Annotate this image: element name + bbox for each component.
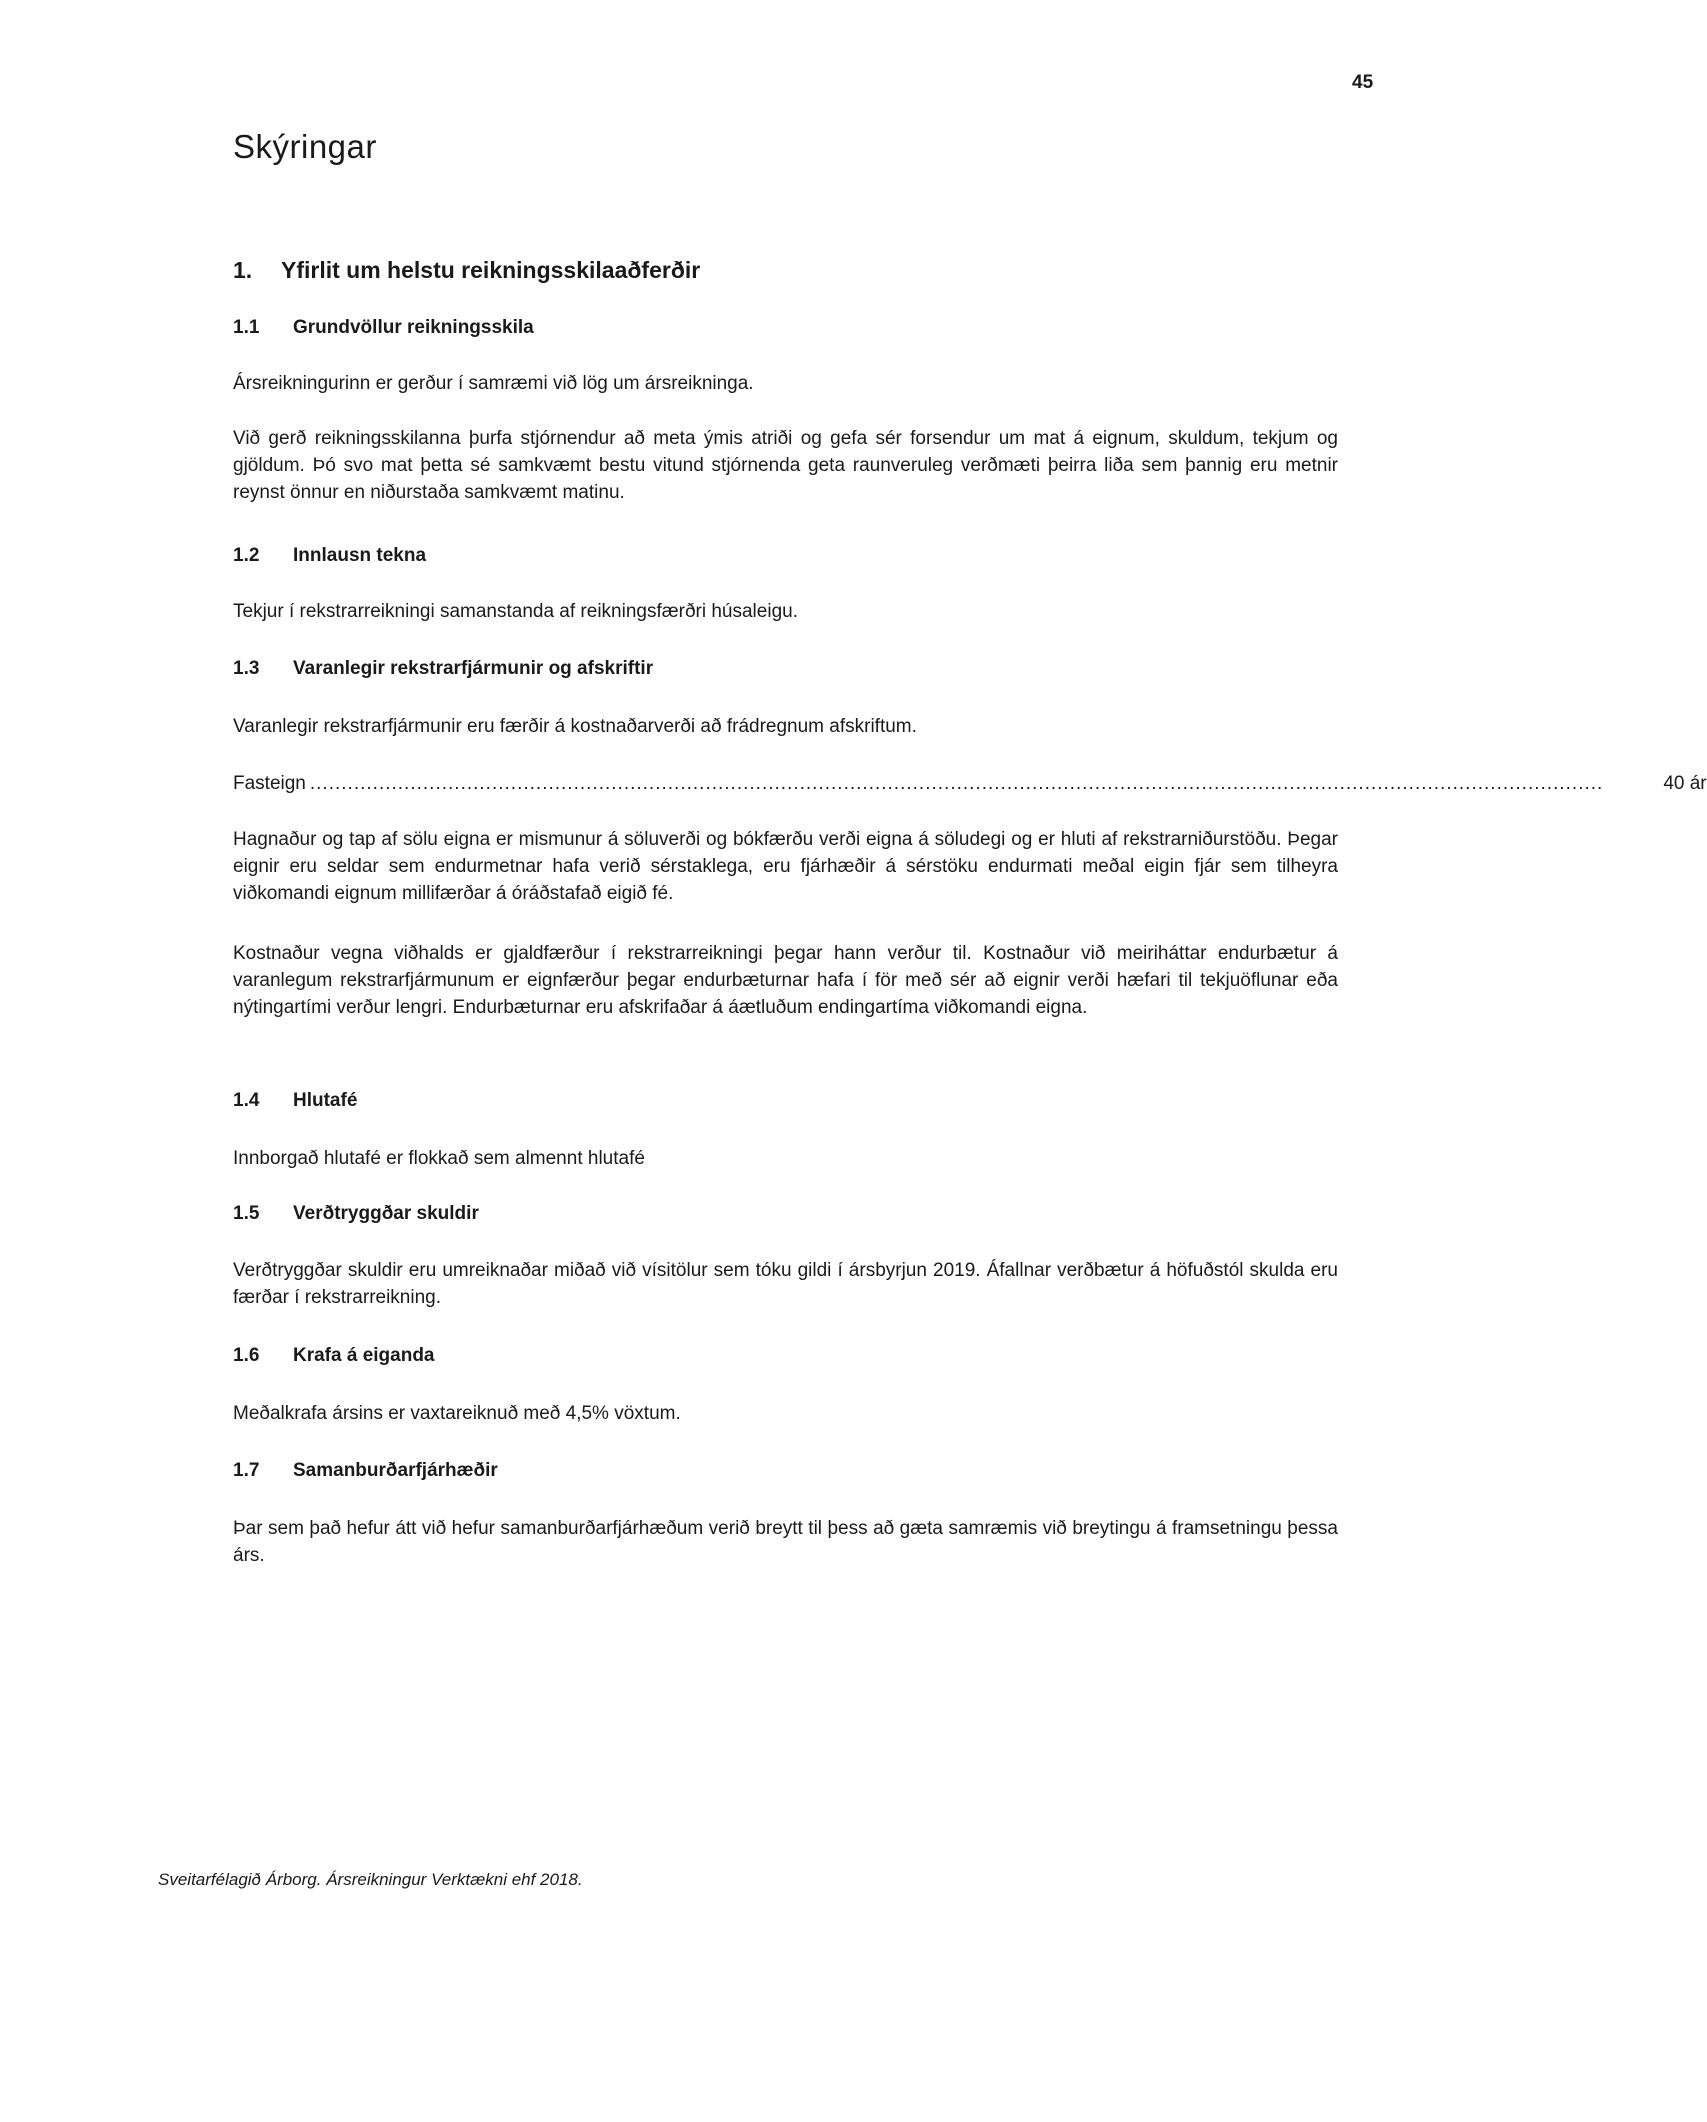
- subsection-title: Innlausn tekna: [293, 545, 427, 566]
- subsection-title: Verðtryggðar skuldir: [293, 1203, 479, 1224]
- subsection-heading-1-6: [233, 1345, 435, 1367]
- paragraph: Tekjur í rekstrarreikningi samanstanda af reikningsfærðri húsaleigu.: [233, 601, 798, 622]
- paragraph: Innborgað hlutafé er flokkað sem almennt hlutafé: [233, 1148, 645, 1169]
- subsection-heading-1-1: [233, 317, 534, 339]
- subsection-number: 1.5: [233, 1203, 260, 1224]
- section-title: Yfirlit um helstu reikningsskilaaðferðir: [281, 257, 701, 283]
- paragraph: Ársreikningurinn er gerður í samræmi við lög um ársreikninga.: [233, 373, 754, 394]
- dot-leader: ..............................................................................................................................................................................................................: [309, 773, 1604, 794]
- subsection-number: 1.3: [233, 658, 260, 679]
- subsection-number: 1.2: [233, 545, 260, 566]
- subsection-title: Grundvöllur reikningsskila: [293, 317, 534, 338]
- subsection-heading-1-4: [233, 1090, 357, 1112]
- paragraph: Hagnaður og tap af sölu eigna er mismunur á söluverði og bókfærðu verði eigna á söludegi og er hluti af rekstrarniðurstöðu. Þegar eignir eru seldar sem endurmetnar hafa verið sérstaklega, eru fjárhæðir á sérstöku endurmati meðal eigin fjár sem tilheyra viðkomandi eignum millifærðar á óráðstafað eigið fé.: [233, 829, 1338, 904]
- section-number: 1.: [233, 257, 253, 283]
- footer-text: Sveitarfélagið Árborg. Ársreikningur Verktækni ehf 2018.: [158, 1870, 583, 1889]
- subsection-heading-1-3: [233, 658, 653, 680]
- subsection-heading-1-2: [233, 545, 426, 567]
- subsection-title: Krafa á eiganda: [293, 1345, 435, 1366]
- paragraph: Við gerð reikningsskilanna þurfa stjórnendur að meta ýmis atriði og gefa sér forsendur um mat á eignum, skuldum, tekjum og gjöldum. Þó svo mat þetta sé samkvæmt bestu vitund stjórnenda geta raunveruleg verðmæti þeirra liða sem þannig eru metnir reynst önnur en niðurstaða samkvæmt matinu.: [233, 428, 1338, 503]
- subsection-number: 1.1: [233, 317, 260, 338]
- paragraph: Varanlegir rekstrarfjármunir eru færðir á kostnaðarverði að frádregnum afskriftum.: [233, 716, 917, 737]
- subsection-title: Varanlegir rekstrarfjármunir og afskriftir: [293, 658, 654, 679]
- page-number: 45: [1352, 72, 1374, 93]
- subsection-heading-1-5: [233, 1203, 479, 1225]
- subsection-title: Hlutafé: [293, 1090, 358, 1111]
- subsection-heading-1-7: [233, 1460, 498, 1482]
- subsection-number: 1.6: [233, 1345, 260, 1366]
- paragraph: Kostnaður vegna viðhalds er gjaldfærður í rekstrarreikningi þegar hann verður til. Kostnaður við meiriháttar endurbætur á varanlegum rekstrarfjármunum er eignfærður þegar endurbæturnar hafa í för með sér að eignir verði hæfari til tekjuöflunar eða nýtingartími verður lengri. Endurbæturnar eru afskrifaðar á áætluðum endingartíma viðkomandi eigna.: [233, 943, 1338, 1018]
- asset-label: Fasteign: [233, 773, 306, 794]
- subsection-number: 1.7: [233, 1460, 260, 1481]
- page-title: Skýringar: [233, 128, 377, 165]
- paragraph: Þar sem það hefur átt við hefur samanburðarfjárhæðum verið breytt til þess að gæta samræmis við breytingu á framsetningu þessa árs.: [233, 1518, 1338, 1566]
- paragraph: Meðalkrafa ársins er vaxtareiknuð með 4,5% vöxtum.: [233, 1403, 681, 1424]
- subsection-title: Samanburðarfjárhæðir: [293, 1460, 498, 1481]
- depreciation-row: [233, 770, 1707, 797]
- paragraph: Verðtryggðar skuldir eru umreiknaðar miðað við vísitölur sem tóku gildi í ársbyrjun 2019. Áfallnar verðbætur á höfuðstól skulda eru færðar í rekstrarreikning.: [233, 1260, 1338, 1308]
- asset-lifetime: 40 ár: [1663, 773, 1707, 794]
- subsection-number: 1.4: [233, 1090, 260, 1111]
- section-heading: [233, 257, 700, 284]
